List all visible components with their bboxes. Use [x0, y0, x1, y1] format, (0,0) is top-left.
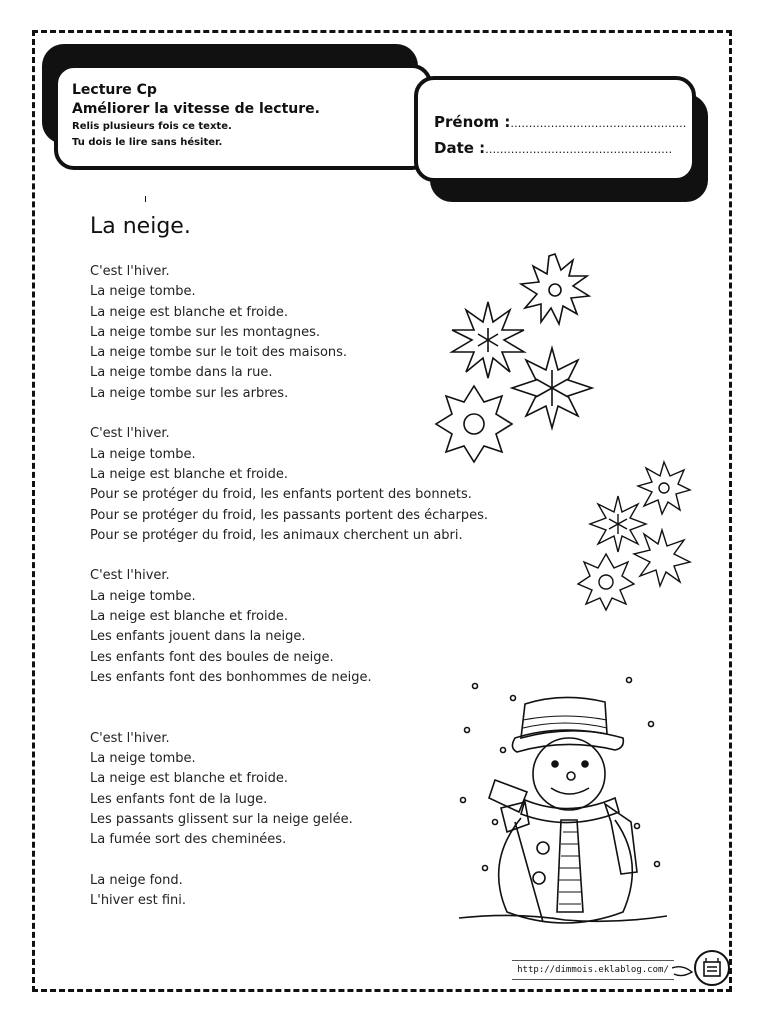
text-line: Pour se protéger du froid, les enfants portent des bonnets.	[90, 487, 472, 503]
text-line: Les enfants font de la luge.	[90, 791, 268, 807]
text-line: Pour se protéger du froid, les animaux cherchent un abri.	[90, 527, 463, 543]
text-line: La neige est blanche et froide.	[90, 771, 288, 787]
snowflakes-illustration-middle	[572, 458, 702, 614]
text-line: La neige tombe sur les montagnes.	[90, 324, 320, 340]
text-line: Les enfants jouent dans la neige.	[90, 629, 306, 645]
text-line: La neige est blanche et froide.	[90, 466, 288, 482]
logo-icon	[692, 948, 732, 988]
footer-swoosh	[672, 962, 696, 982]
text-line: C'est l'hiver.	[90, 568, 170, 584]
header-right-box	[414, 76, 696, 182]
stanza-3	[90, 566, 570, 688]
text-line: La neige tombe sur le toit des maisons.	[90, 345, 348, 361]
text-line: Les enfants font des boules de neige.	[90, 649, 334, 665]
prenom-field[interactable]	[434, 110, 692, 136]
text-line: Les enfants font des bonhommes de neige.	[90, 669, 372, 685]
text-line: La neige tombe.	[90, 446, 196, 462]
instruction-2: Tu dois le lire sans hésiter.	[72, 137, 223, 148]
snowman-illustration	[455, 672, 670, 928]
text-line: C'est l'hiver.	[90, 730, 170, 746]
date-label: Date :	[434, 139, 486, 157]
text-line: La neige tombe dans la rue.	[90, 365, 273, 381]
text-line: Les passants glissent sur la neige gelée.	[90, 812, 353, 828]
footer-url[interactable]: http://dimmois.eklablog.com/	[512, 960, 674, 980]
level-label: Lecture Cp	[72, 82, 157, 98]
date-dots: ……………………………………………	[485, 143, 673, 156]
text-line: La neige fond.	[90, 872, 183, 888]
text-line: La neige tombe.	[90, 588, 196, 604]
text-line: Pour se protéger du froid, les passants portent des écharpes.	[90, 507, 488, 523]
instruction-1: Relis plusieurs fois ce texte.	[72, 121, 232, 132]
text-line: La neige tombe.	[90, 284, 196, 300]
text-line: La neige tombe sur les arbres.	[90, 385, 289, 401]
prenom-dots: …………………………………………	[510, 117, 687, 130]
text-line: La neige est blanche et froide.	[90, 609, 288, 625]
stray-mark	[145, 196, 146, 202]
text-line: La fumée sort des cheminées.	[90, 832, 287, 848]
date-field[interactable]	[434, 136, 692, 162]
header-left-box	[54, 64, 432, 170]
snowflakes-illustration-top	[430, 248, 605, 468]
page-title: La neige.	[90, 214, 191, 239]
prenom-label: Prénom :	[434, 113, 511, 131]
objective-label: Améliorer la vitesse de lecture.	[72, 101, 320, 117]
text-line: L'hiver est fini.	[90, 893, 187, 909]
text-line: C'est l'hiver.	[90, 426, 170, 442]
text-line: La neige est blanche et froide.	[90, 304, 288, 320]
text-line: C'est l'hiver.	[90, 264, 170, 279]
text-line: La neige tombe.	[90, 751, 196, 767]
